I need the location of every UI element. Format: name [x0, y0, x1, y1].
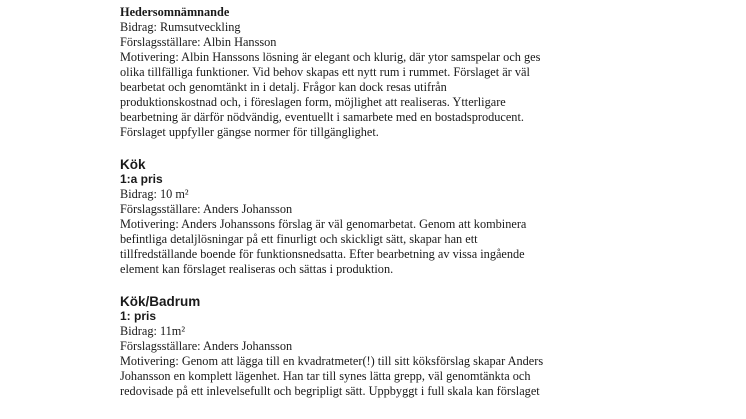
spacer — [120, 140, 590, 157]
forslagsstallare-line: Förslagsställare: Albin Hansson — [120, 35, 277, 49]
section-title: Hedersomnämnande — [120, 5, 230, 19]
motivering-line: bearbetat och genomtänkt in i detalj. Frågor kan dock resas utifrån — [120, 80, 447, 94]
section-kok — [120, 157, 590, 277]
motivering-line: olika tillfälliga funktioner. Vid behov skapas ett nytt rum i rummet. Förslaget är väl — [120, 65, 530, 79]
motivering-line: bearbetning är därför nödvändig, eventuellt i samarbete med en bostadsproducent. — [120, 110, 524, 124]
motivering-line: Johansson en komplett lägenhet. Han tar till synes lätta grepp, väl genomtänkta och — [120, 369, 531, 383]
section-heading: Kök — [120, 157, 146, 172]
bidrag-line: Bidrag: 10 m² — [120, 187, 189, 201]
prize-label: 1: pris — [120, 309, 157, 323]
section-heading: Kök/Badrum — [120, 294, 201, 309]
motivering-line: Motivering: Albin Hanssons lösning är elegant och klurig, där ytor samspelar och ges — [120, 50, 541, 64]
section-kok-badrum — [120, 294, 590, 399]
forslagsstallare-line: Förslagsställare: Anders Johansson — [120, 202, 293, 216]
motivering-line: redovisade på ett inlevelsefullt och begripligt sätt. Uppbyggt i full skala kan förslaget — [120, 384, 540, 398]
spacer — [120, 277, 590, 294]
forslagsstallare-line: Förslagsställare: Anders Johansson — [120, 339, 293, 353]
motivering-line: befintliga detaljlösningar på ett finurligt och skickligt sätt, skapar han ett — [120, 232, 478, 246]
motivering-line: element kan förslaget realiseras och sättas i produktion. — [120, 262, 394, 276]
bidrag-line: Bidrag: Rumsutveckling — [120, 20, 241, 34]
section-hedersomnamnande — [120, 5, 590, 140]
bidrag-line: Bidrag: 11m² — [120, 324, 186, 338]
motivering-line: Förslaget uppfyller gängse normer för tillgänglighet. — [120, 125, 379, 139]
document-body — [120, 5, 590, 399]
prize-label: 1:a pris — [120, 172, 163, 186]
motivering-line: Motivering: Anders Johanssons förslag är väl genomarbetat. Genom att kombinera — [120, 217, 527, 231]
motivering-line: Motivering: Genom att lägga till en kvadratmeter(!) till sitt köksförslag skapar Anders — [120, 354, 544, 368]
motivering-line: tillfredställande boende för funktionsnedsatta. Efter bearbetning av vissa ingående — [120, 247, 525, 261]
motivering-line: produktionskostnad och, i föreslagen form, möjlighet att realiseras. Ytterligare — [120, 95, 506, 109]
